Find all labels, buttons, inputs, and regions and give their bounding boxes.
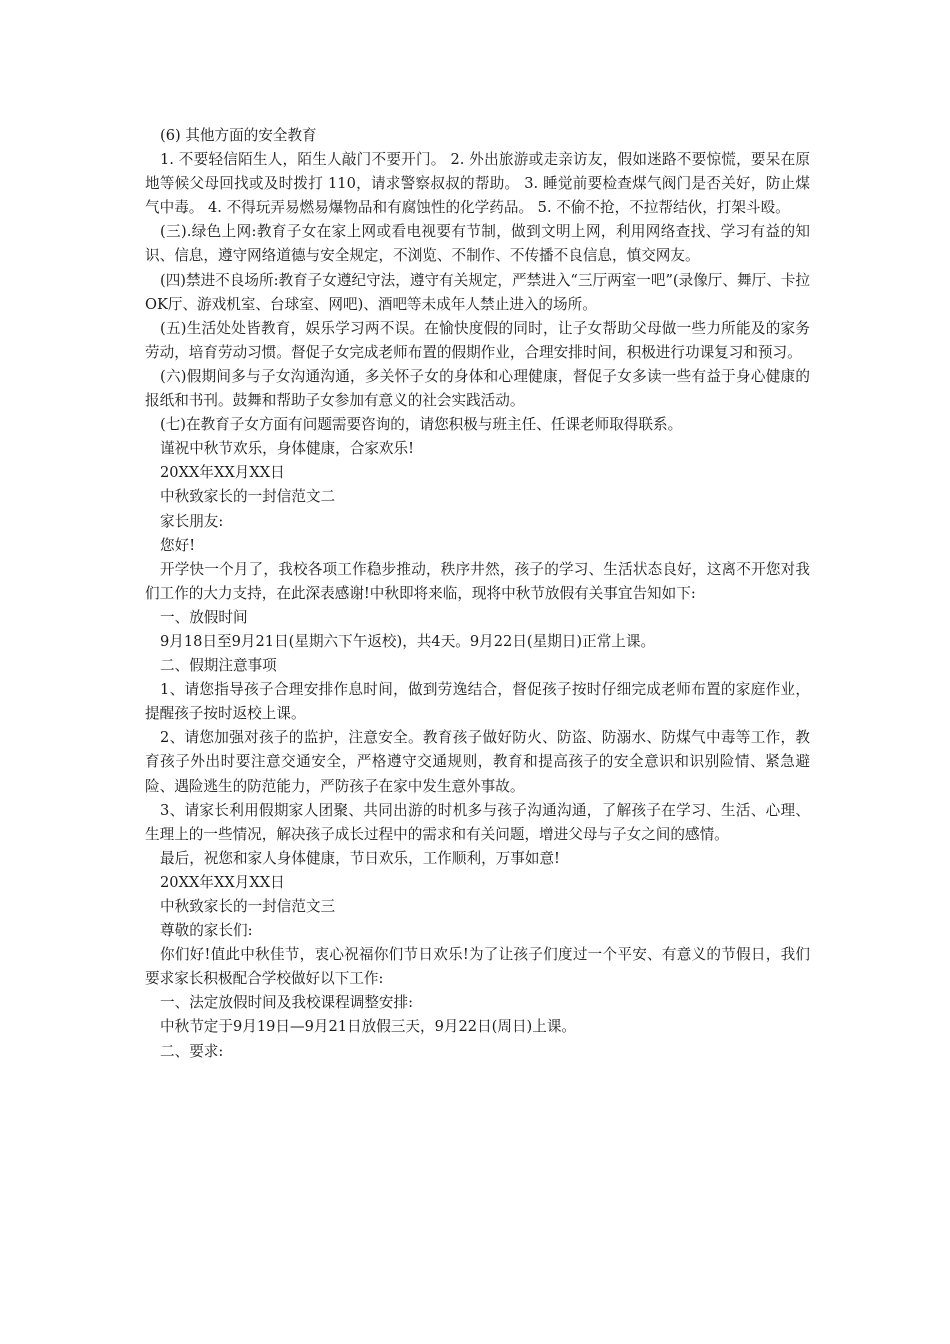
paragraph: (五)生活处处皆教育，娱乐学习两不误。在愉快度假的同时，让子女帮助父母做一些力所能及的家务劳动，培育劳动习惯。督促子女完成老师布置的假期作业，合理安排时间，积极进行功课复习和预习。 [145,319,810,361]
salutation: 尊敬的家长们: [160,922,253,940]
paragraph: (四)禁进不良场所:教育子女遵纪守法，遵守有关规定，严禁进入“三厅两室一吧”(录像厅、舞厅、卡拉OK厅、游戏机室、台球室、网吧)、酒吧等未成年人禁止进入的场所。 [145,271,810,313]
date-line: 20XX年XX月XX日 [160,873,285,891]
paragraph: 中秋节定于9月19日—9月21日放假三天，9月22日(周日)上课。 [160,1018,577,1036]
document-body [145,124,810,1064]
section-heading: 二、假期注意事项 [160,657,277,675]
section-heading: 一、放假时间 [160,608,248,626]
closing-wish: 谨祝中秋节欢乐，身体健康，合家欢乐! [160,440,414,458]
section-heading: 一、法定放假时间及我校课程调整安排: [160,994,414,1012]
paragraph: 9月18日至9月21日(星期六下午返校)，共4天。9月22日(星期日)正常上课。 [160,632,656,650]
salutation: 家长朋友: [160,512,224,530]
greeting: 您好! [160,536,196,554]
letter-title: 中秋致家长的一封信范文三 [160,898,336,915]
paragraph: 1、请您指导孩子合理安排作息时间，做到劳逸结合，督促孩子按时仔细完成老师布置的家庭作业，提醒孩子按时返校上课。 [145,681,810,723]
closing-wish: 最后，祝您和家人身体健康，节日欢乐，工作顺利，万事如意! [160,849,560,867]
paragraph: 你们好!值此中秋佳节，衷心祝福你们节日欢乐!为了让孩子们度过一个平安、有意义的节假日，我们要求家长积极配合学校做好以下工作: [145,946,810,988]
letter-title: 中秋致家长的一封信范文二 [160,488,336,506]
paragraph: 2、请您加强对孩子的监护，注意安全。教育孩子做好防火、防盗、防溺水、防煤气中毒等工作，教育孩子外出时要注意交通安全，严格遵守交通规则，教育和提高孩子的安全意识和识别险情、紧急避险、遇险逃生的防范能力，严防孩子在家中发生意外事故。 [145,729,810,795]
paragraph: (三).绿色上网:教育子女在家上网或看电视要有节制，做到文明上网，利用网络查找、学习有益的知识、信息，遵守网络道德与安全规定，不浏览、不制作、不传播不良信息，慎交网友。 [145,223,810,265]
paragraph: 3、请家长利用假期家人团聚、共同出游的时机多与孩子沟通沟通，了解孩子在学习、生活、心理、生理上的一些情况，解决孩子成长过程中的需求和有关问题，增进父母与子女之间的感情。 [145,801,810,843]
section-heading: 二、要求: [160,1042,224,1060]
section-heading: (6) 其他方面的安全教育 [160,127,317,144]
paragraph: (六)假期间多与子女沟通沟通，多关怀子女的身体和心理健康，督促子女多读一些有益于身心健康的报纸和书刊。鼓舞和帮助子女参加有意义的社会实践活动。 [145,367,810,410]
paragraph: 开学快一个月了，我校各项工作稳步推动，秩序井然，孩子的学习、生活状态良好，这离不开您对我们工作的大力支持，在此深表感谢!中秋即将来临，现将中秋节放假有关事宜告知如下: [145,560,810,602]
paragraph: 1. 不要轻信陌生人，陌生人敲门不要开门。 2. 外出旅游或走亲访友，假如迷路不要惊慌，要呆在原地等候父母回找或及时拨打 110，请求警察叔叔的帮助。 3. 睡觉前要检查煤气阀门是否关好，防止煤气中毒。 4. 不得玩弄易燃易爆物品和有腐蚀性的化学药品。 5. 不偷不抢，不拉帮结伙，打架斗殴。 [145,151,810,217]
paragraph: (七)在教育子女方面有问题需要咨询的，请您积极与班主任、任课老师取得联系。 [160,416,683,434]
date-line: 20XX年XX月XX日 [160,464,285,482]
